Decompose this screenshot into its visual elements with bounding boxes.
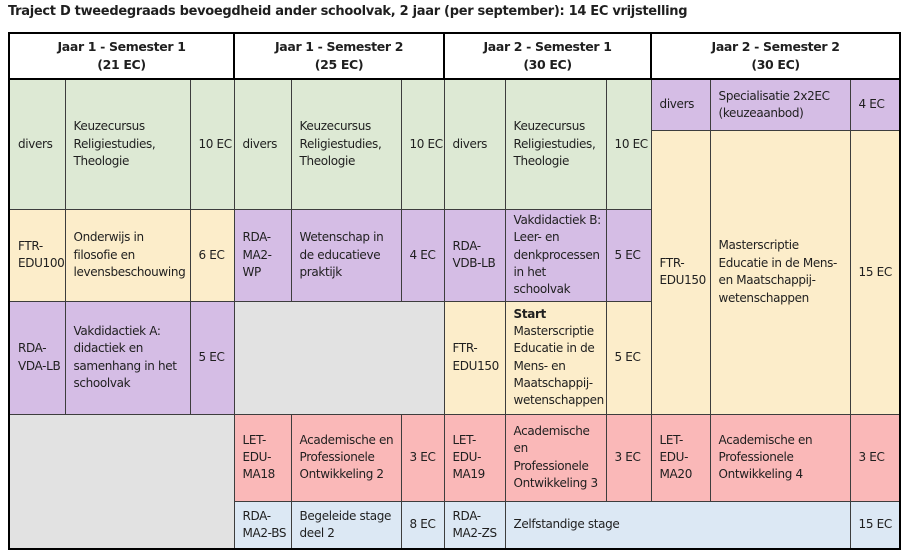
cell-s1-empty [9,414,234,549]
cell-s1-vakdidactiek-a-desc: Vakdidactiek A: didactiek en samenhang in het schoolvak [65,301,190,414]
cell-s2-apo2-desc: Academische en Professionele Ontwikkeling 2 [291,414,401,501]
scriptie-start-text: Masterscriptie Educatie in de Mens- en Maatschappij-wetenschappen [513,323,604,408]
table-row [9,414,900,501]
header-title: Jaar 1 - Semester 1 [57,39,186,54]
cell-s2-wetenschap-desc: Wetenschap in de educatieve praktijk [291,209,401,301]
header-jaar2-sem2 [651,33,900,79]
scriptie-start-label: Start [513,306,546,321]
header-jaar2-sem1 [444,33,651,79]
cell-s4-specialisatie-code: divers [651,79,710,130]
cell-s2-begeleide-stage-code: RDA-MA2-BS [234,501,291,549]
cell-s2-begeleide-stage-desc: Begeleide stage deel 2 [291,501,401,549]
cell-s3-scriptie-start-code: FTR-EDU150 [444,301,505,414]
cell-s2-keuzecursus-desc: Keuzecursus Religiestudies, Theologie [291,79,401,209]
cell-s3-vakdidactiek-b-ec: 5 EC [606,209,651,301]
cell-s4-scriptie-ec: 15 EC [850,130,900,414]
cell-zelfstandige-stage-code: RDA-MA2-ZS [444,501,505,549]
header-ec: (25 EC) [314,57,364,73]
cell-s3-vakdidactiek-b-desc: Vakdidactiek B: Leer- en denkprocessen in het schoolvak [505,209,606,301]
header-title: Jaar 2 - Semester 1 [483,39,612,54]
cell-s1-vakdidactiek-a-ec: 5 EC [190,301,234,414]
cell-s3-keuzecursus-desc: Keuzecursus Religiestudies, Theologie [505,79,606,209]
cell-s1-keuzecursus-desc: Keuzecursus Religiestudies, Theologie [65,79,190,209]
cell-s3-vakdidactiek-b-code: RDA-VDB-LB [444,209,505,301]
cell-s4-apo4-desc: Academische en Professionele Ontwikkeling 4 [710,414,850,501]
cell-s3-scriptie-start-desc [505,301,606,414]
header-ec: (30 EC) [523,57,572,73]
cell-s2-apo2-code: LET-EDU-MA18 [234,414,291,501]
cell-s2-wetenschap-code: RDA-MA2-WP [234,209,291,301]
header-jaar1-sem1 [9,33,234,79]
header-ec: (21 EC) [97,57,146,73]
cell-s4-scriptie-code: FTR-EDU150 [651,130,710,414]
cell-s3-apo3-code: LET-EDU-MA19 [444,414,505,501]
cell-s3-keuzecursus-code: divers [444,79,505,209]
cell-s3-apo3-ec: 3 EC [606,414,651,501]
cell-zelfstandige-stage-desc: Zelfstandige stage [505,501,850,549]
header-title: Jaar 2 - Semester 2 [711,39,840,54]
cell-s2-wetenschap-ec: 4 EC [401,209,444,301]
curriculum-table [8,32,901,550]
cell-s1-keuzecursus-ec: 10 EC [190,79,234,209]
cell-s1-onderwijs-desc: Onderwijs in filosofie en levensbeschouwing [65,209,190,301]
cell-s2-empty [234,301,444,414]
cell-s4-specialisatie-ec: 4 EC [850,79,900,130]
cell-s3-keuzecursus-ec: 10 EC [606,79,651,209]
header-title: Jaar 1 - Semester 2 [274,39,404,54]
cell-s3-scriptie-start-ec: 5 EC [606,301,651,414]
cell-s2-keuzecursus-code: divers [234,79,291,209]
cell-s1-vakdidactiek-a-code: RDA-VDA-LB [9,301,65,414]
cell-s3-apo3-desc: Academische en Professionele Ontwikkeling 3 [505,414,606,501]
cell-s4-apo4-ec: 3 EC [850,414,900,501]
cell-s2-apo2-ec: 3 EC [401,414,444,501]
cell-s2-keuzecursus-ec: 10 EC [401,79,444,209]
cell-s1-onderwijs-code: FTR-EDU100 [9,209,65,301]
cell-zelfstandige-stage-ec: 15 EC [850,501,900,549]
page-title: Traject D tweedegraads bevoegdheid ander schoolvak, 2 jaar (per september): 14 EC vrijstelling [8,4,688,19]
cell-s1-onderwijs-ec: 6 EC [190,209,234,301]
header-ec: (30 EC) [751,57,800,73]
cell-s4-specialisatie-desc: Specialisatie 2x2EC (keuzeaanbod) [710,79,850,130]
header-jaar1-sem2 [234,33,444,79]
header-row [9,33,900,79]
cell-s1-keuzecursus-code: divers [9,79,65,209]
cell-s4-apo4-code: LET-EDU-MA20 [651,414,710,501]
table-row [9,79,900,130]
cell-s4-scriptie-desc: Masterscriptie Educatie in de Mens- en Maatschappij-wetenschappen [710,130,850,414]
cell-s2-begeleide-stage-ec: 8 EC [401,501,444,549]
